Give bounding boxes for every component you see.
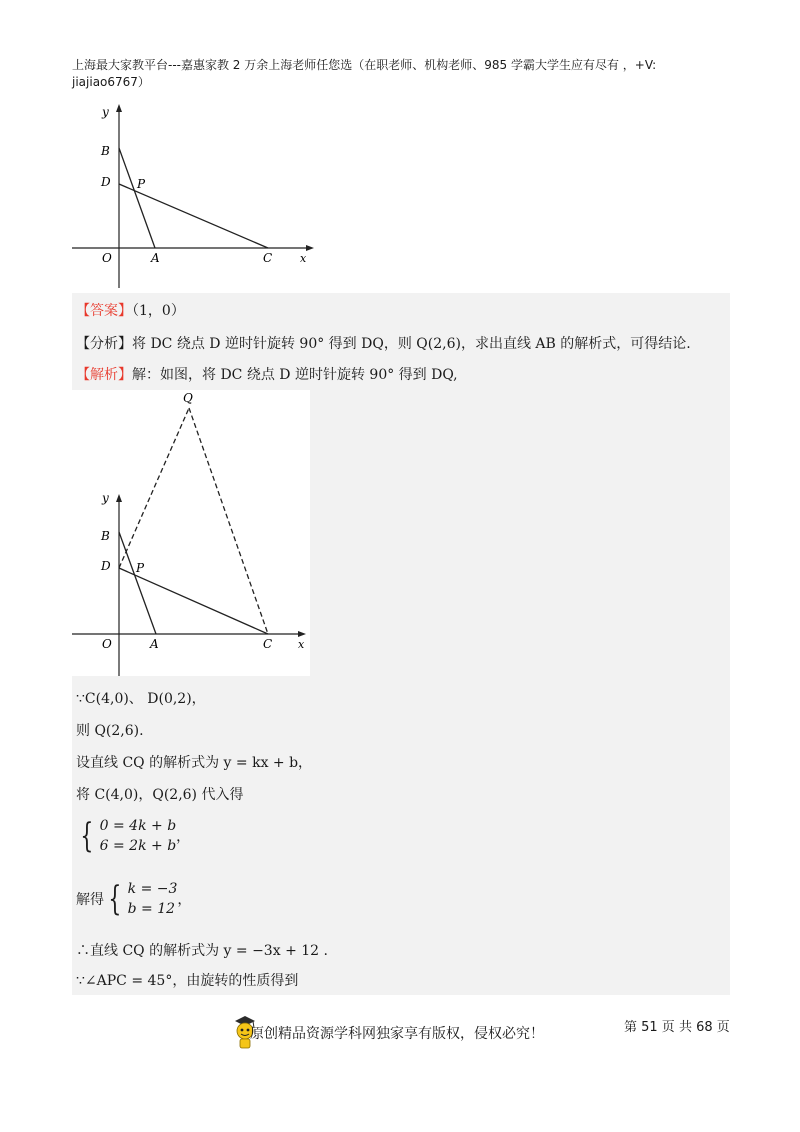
solution-text: 解：如图，将 DC 绕点 D 逆时针旋转 90° 得到 DQ, [132,367,458,383]
system-2-eq-1: k = −3 [127,881,178,897]
label-a: A [150,637,159,651]
step-1: ∵C(4,0)、 D(0,2)， [76,691,206,707]
step-7: ∵∠APC = 45°，由旋转的性质得到 [76,973,299,989]
solve-prefix: 解得 [76,892,104,908]
analysis-line [76,333,691,353]
label-y: y [102,105,109,119]
page-number: 第 51 页 共 68 页 [624,1020,730,1035]
x-axis-arrow-icon [306,245,314,251]
label-x: x [300,252,307,265]
equation-system-2 [76,879,191,919]
equation-system-1 [76,816,190,856]
segment-ab [119,148,155,248]
label-y: y [102,491,109,505]
system-1-eq-1: 0 = 4k + b [99,818,177,834]
system-1-tail: ， [176,829,191,845]
answer-tag: 【答案】 [76,303,132,319]
label-d: D [101,175,111,189]
figure-2-rotation-diagram [72,390,310,676]
system-1-eq-2: 6 = 2k + b [99,838,177,854]
label-b: B [101,144,110,158]
segment-ab [119,532,156,634]
x-axis-arrow-icon [298,631,306,637]
page-header [72,57,732,91]
label-q: Q [183,391,193,405]
brace-icon: { [80,816,94,856]
system-2-eq-2: b = 12 [127,901,176,917]
label-p: P [137,177,146,191]
step-2: 则 Q(2,6). [76,723,144,739]
step-3: 设直线 CQ 的解析式为 y = kx + b， [76,755,313,771]
segment-qc-dashed [189,408,268,634]
segment-dc [119,568,268,634]
y-axis-arrow-icon [116,494,122,502]
label-c: C [263,637,273,651]
header-line-1: 上海最大家教平台---嘉惠家教 2 万余上海老师任您选（在职老师、机构老师、985 学霸大学生应有尽有 ，+V: [72,58,657,72]
label-o: O [102,637,112,651]
label-c: C [263,251,273,265]
analysis-tag: 【分析】 [76,336,132,352]
label-o: O [102,251,112,265]
step-4: 将 C(4,0)，Q(2,6) 代入得 [76,787,244,803]
step-6: ∴直线 CQ 的解析式为 y = −3x + 12 . [76,943,328,959]
solution-tag: 【解析】 [76,367,132,383]
y-axis-arrow-icon [116,104,122,112]
brace-icon: { [108,879,122,919]
label-d: D [101,559,111,573]
label-a: A [151,251,160,265]
answer-value: （1，0） [132,303,185,319]
footer-copyright: 原创精品资源学科网独家享有版权，侵权必究！ [250,1026,544,1042]
analysis-text: 将 DC 绕点 D 逆时针旋转 90° 得到 DQ，则 Q(2,6)，求出直线 AB 的解析式，可得结论. [132,336,691,352]
header-line-2: jiajiao6767） [72,75,150,89]
answer-line [76,300,185,320]
segment-dq-dashed [119,408,189,568]
solution-line [76,364,458,384]
label-x: x [298,638,305,651]
segment-dc [119,184,268,248]
label-p: P [136,561,145,575]
system-2-tail: ， [177,892,192,908]
figure-1-coordinate-diagram [72,96,322,296]
label-b: B [101,529,110,543]
